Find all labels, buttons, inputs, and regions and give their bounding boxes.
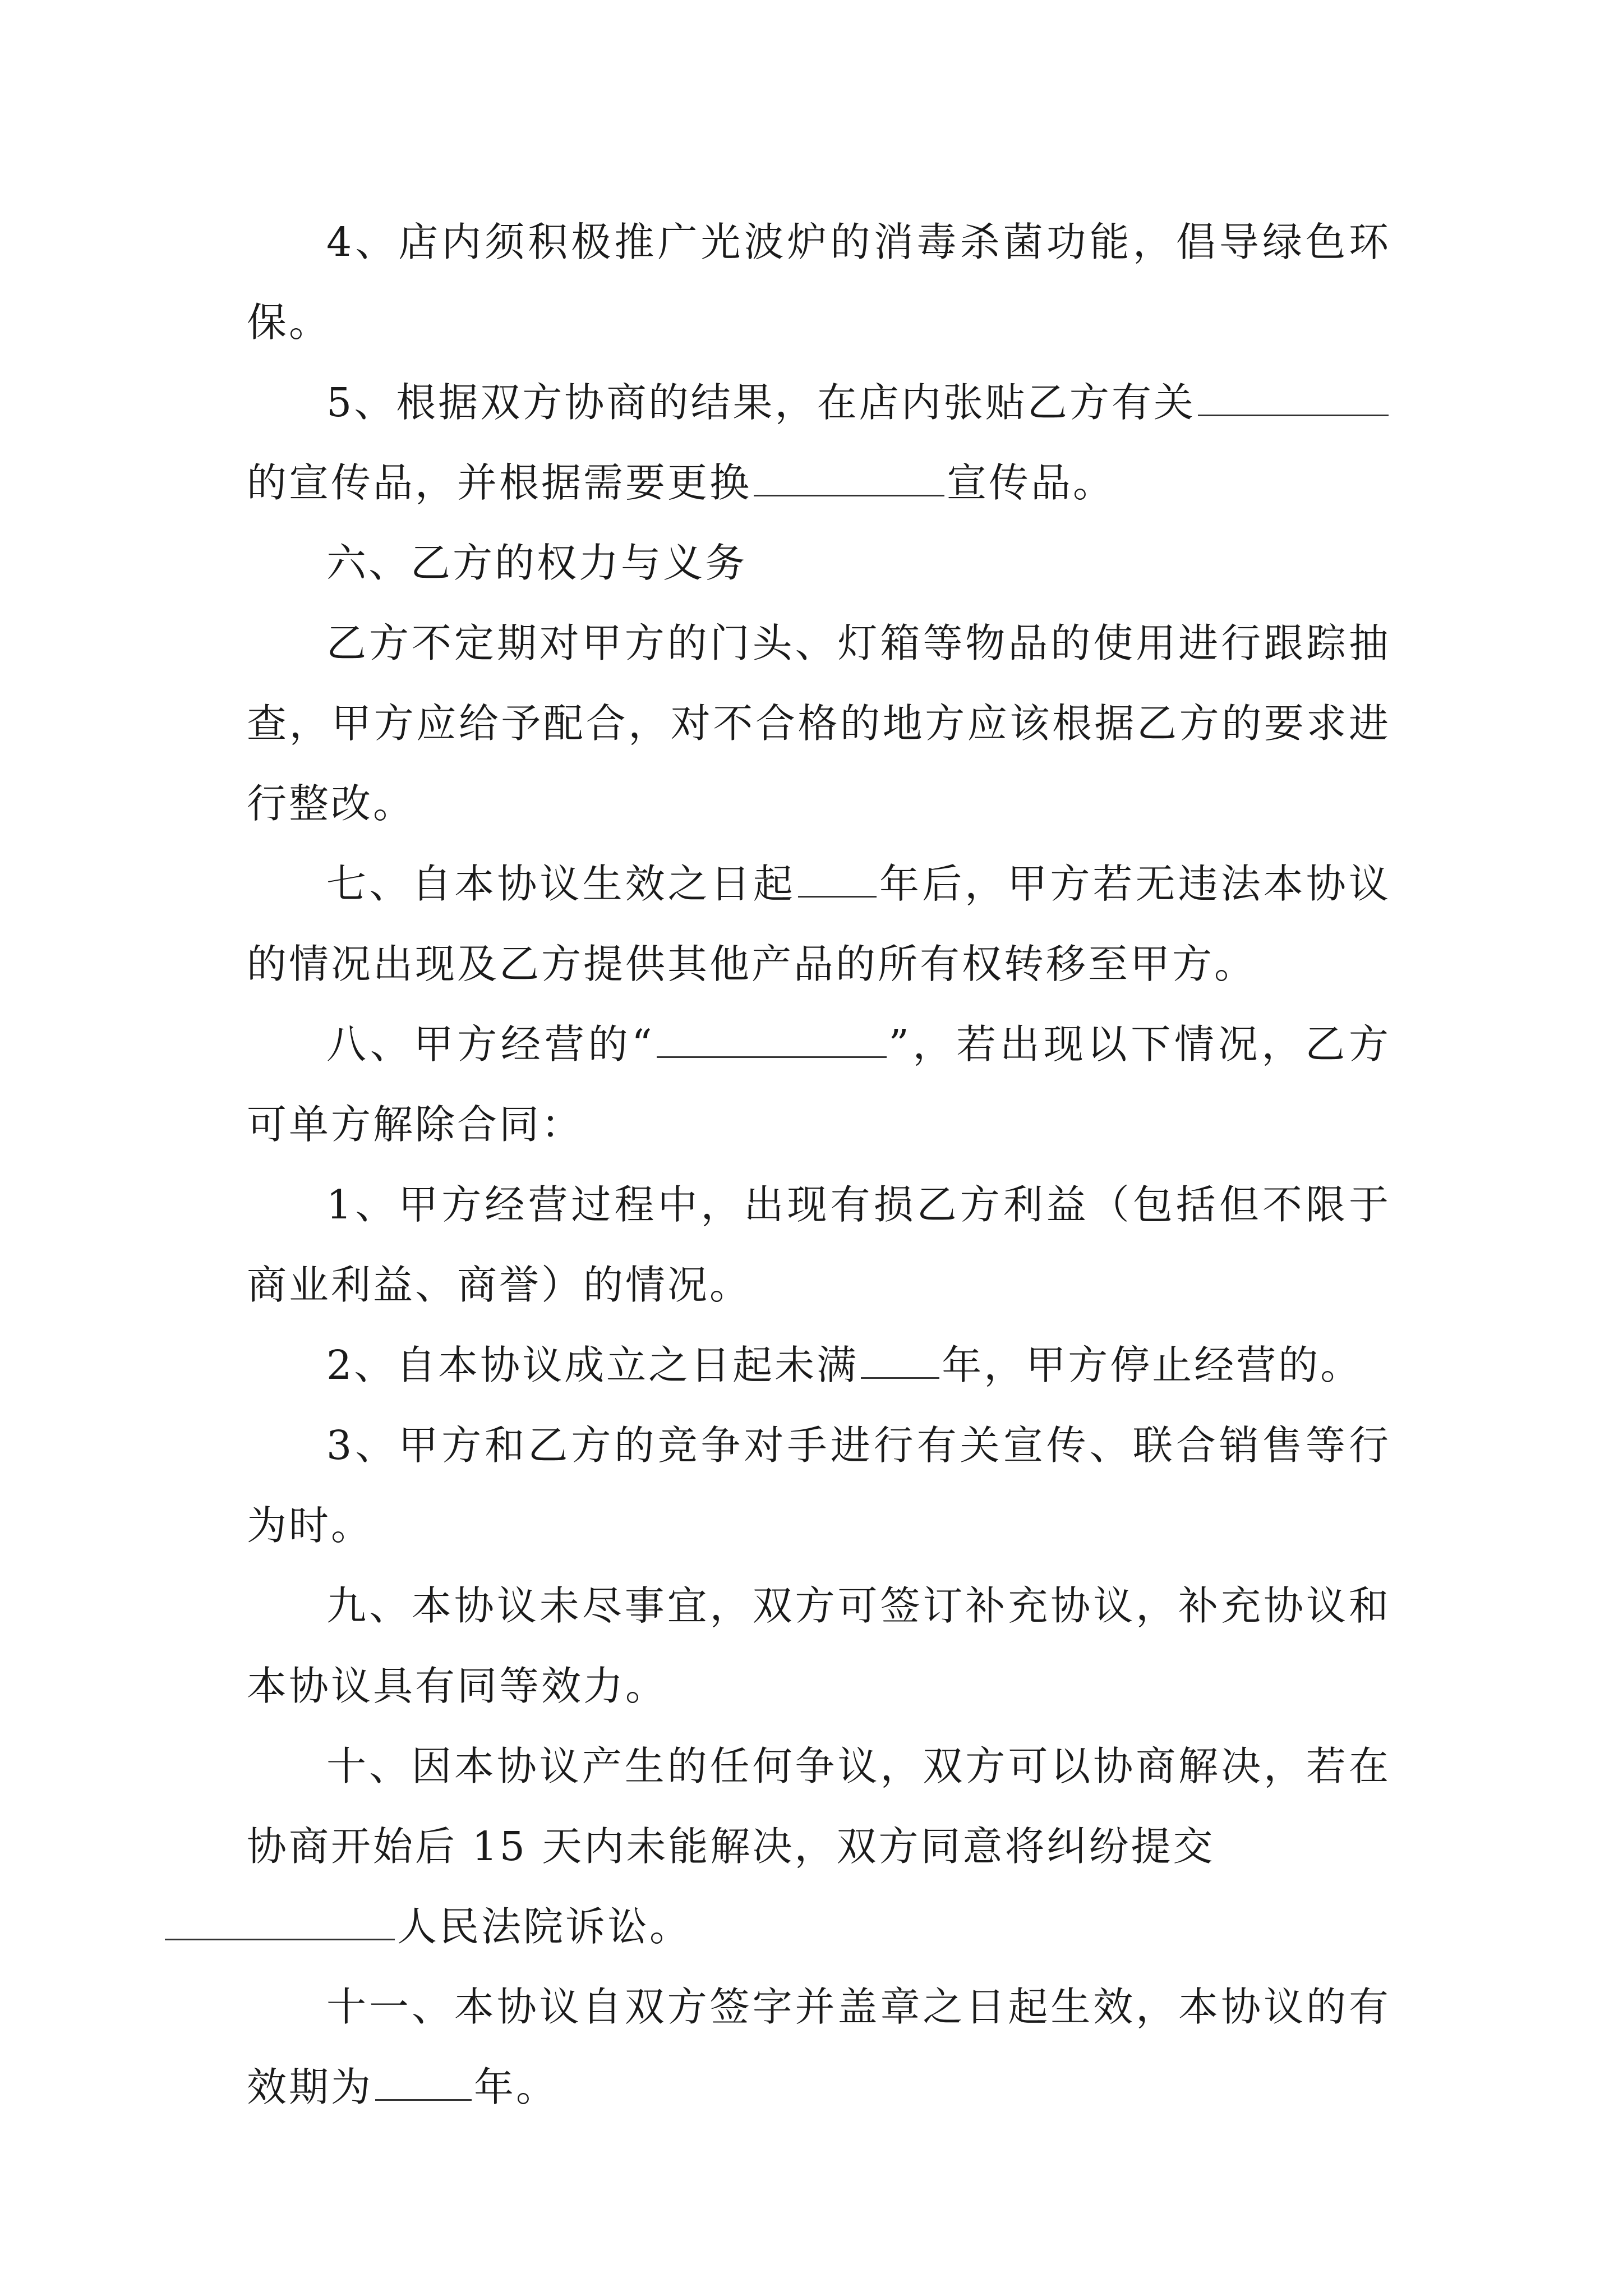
clause-11: [247, 1967, 1391, 2127]
fill-in-blank[interactable]: [165, 1898, 395, 1940]
clause-8: [247, 1004, 1391, 1165]
clause-text: 5、根据双方协商的结果，在店内张贴乙方有关: [326, 379, 1196, 426]
fill-in-blank[interactable]: [861, 1337, 939, 1379]
fill-in-blank[interactable]: [657, 1016, 887, 1058]
fill-in-blank[interactable]: [1198, 374, 1389, 416]
clause-7: [247, 844, 1391, 1004]
clause-8-1: [247, 1165, 1391, 1325]
clause-10: [247, 1726, 1391, 1967]
clause-5-5: [247, 362, 1391, 523]
clause-8-2: [247, 1325, 1391, 1405]
clause-text: 的宣传品，并根据需要更换: [247, 459, 752, 506]
clause-text: 九、本协议未尽事宜，双方可签订补充协议，补充协议和本协议具有同等效力。: [247, 1582, 1391, 1709]
fill-in-blank[interactable]: [375, 2059, 472, 2101]
clause-text: 年后，甲方若无违法本协议的情况出现及乙方提供其他产品的所有权转移至甲方。: [247, 861, 1391, 987]
clause-5-4: [247, 202, 1391, 362]
clause-text: 1、甲方经营过程中，出现有损乙方利益（包括但不限于商业利益、商誉）的情况。: [247, 1181, 1391, 1308]
clause-text: 十、因本协议产生的任何争议，双方可以协商解决，若在协商开始后 15 天内未能解决，双方同意将纠纷提交: [247, 1743, 1391, 1870]
section-heading-6: [247, 523, 1391, 603]
clause-6-body: [247, 603, 1391, 844]
clause-text: 乙方不定期对甲方的门头、灯箱等物品的使用进行跟踪抽查，甲方应给予配合，对不合格的地方应该根据乙方的要求进行整改。: [247, 620, 1391, 827]
fill-in-blank[interactable]: [798, 855, 877, 898]
clause-text: ”，若出现以下情况，乙方可单方解除合同：: [247, 1021, 1391, 1148]
clause-text: 4、店内须积极推广光波炉的消毒杀菌功能，倡导绿色环保。: [247, 219, 1391, 346]
clause-text: 3、甲方和乙方的竞争对手进行有关宣传、联合销售等行为时。: [247, 1422, 1391, 1549]
clause-text: 十一、本协议自双方签字并盖章之日起生效，本协议的有效期为: [247, 1984, 1391, 2110]
clause-text: 年。: [474, 2064, 559, 2110]
fill-in-blank[interactable]: [754, 454, 944, 496]
clause-text: 人民法院诉讼。: [397, 1903, 692, 1950]
clause-8-3: [247, 1405, 1391, 1566]
heading-text: 六、乙方的权力与义务: [326, 540, 748, 586]
clause-text: 宣传品。: [947, 459, 1115, 506]
document-body: [247, 202, 1391, 2127]
clause-text: 八、甲方经营的“: [326, 1021, 654, 1068]
clause-9: [247, 1566, 1391, 1726]
clause-text: 年，甲方停止经营的。: [942, 1342, 1363, 1388]
clause-text: 2、自本协议成立之日起未满: [326, 1342, 859, 1388]
clause-text: 七、自本协议生效之日起: [326, 861, 796, 907]
